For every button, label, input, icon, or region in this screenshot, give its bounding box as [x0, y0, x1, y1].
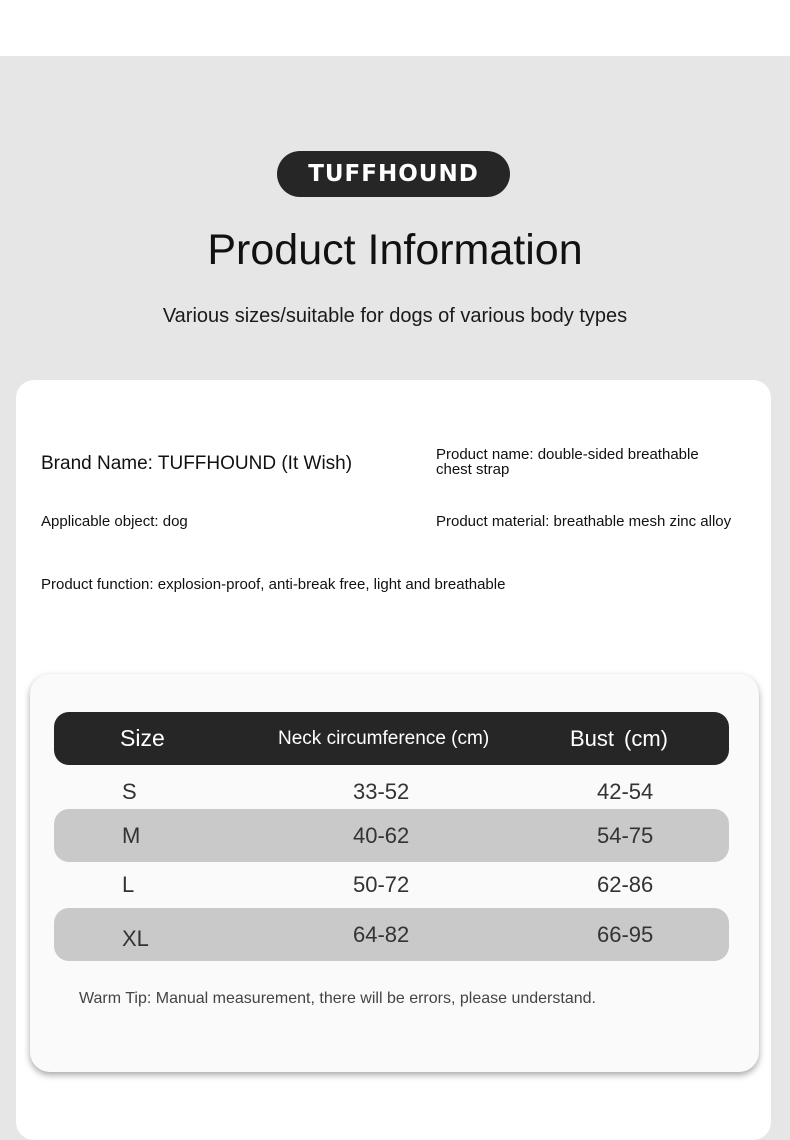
- applicable-object-text: Applicable object: dog: [41, 513, 188, 530]
- size-chart-panel: [30, 674, 759, 1072]
- product-material-text: Product material: breathable mesh zinc alloy: [436, 513, 732, 530]
- row-bust: 54-75: [597, 822, 654, 848]
- row-size: L: [122, 871, 135, 897]
- header-bust-unit: (cm): [624, 725, 669, 751]
- row-bust: 66-95: [597, 921, 654, 947]
- header-bust: [570, 712, 668, 765]
- brand-logo-text: TUFFHOUND: [308, 161, 479, 187]
- row-neck: 64-82: [353, 921, 410, 947]
- table-row: [54, 908, 729, 961]
- header-bust-label: Bust: [570, 725, 615, 751]
- row-neck: 40-62: [353, 822, 410, 848]
- brand-logo: [277, 151, 510, 197]
- row-size: XL: [122, 925, 149, 951]
- page-title: Product Information: [207, 226, 583, 274]
- brand-name-text: Brand Name: TUFFHOUND (It Wish): [41, 453, 353, 474]
- size-table-header: [54, 712, 729, 765]
- table-row: [54, 858, 729, 911]
- row-neck: 50-72: [353, 871, 410, 897]
- page-subtitle: Various sizes/suitable for dogs of various body types: [162, 305, 628, 327]
- table-row: [54, 809, 729, 862]
- row-neck: 33-52: [353, 778, 410, 804]
- product-function-text: Product function: explosion-proof, anti-break free, light and breathable: [41, 576, 506, 593]
- row-bust: 62-86: [597, 871, 654, 897]
- row-size: S: [122, 778, 137, 804]
- product-name-text: Product name: double-sided breathable chest strap: [436, 446, 699, 478]
- header-neck-circumference: Neck circumference (cm): [278, 727, 490, 749]
- row-size: M: [122, 822, 141, 848]
- top-white-strip: [0, 0, 790, 56]
- row-bust: 42-54: [597, 778, 654, 804]
- warm-tip-text: Warm Tip: Manual measurement, there will be errors, please understand.: [79, 990, 596, 1007]
- header-size: Size: [120, 725, 165, 751]
